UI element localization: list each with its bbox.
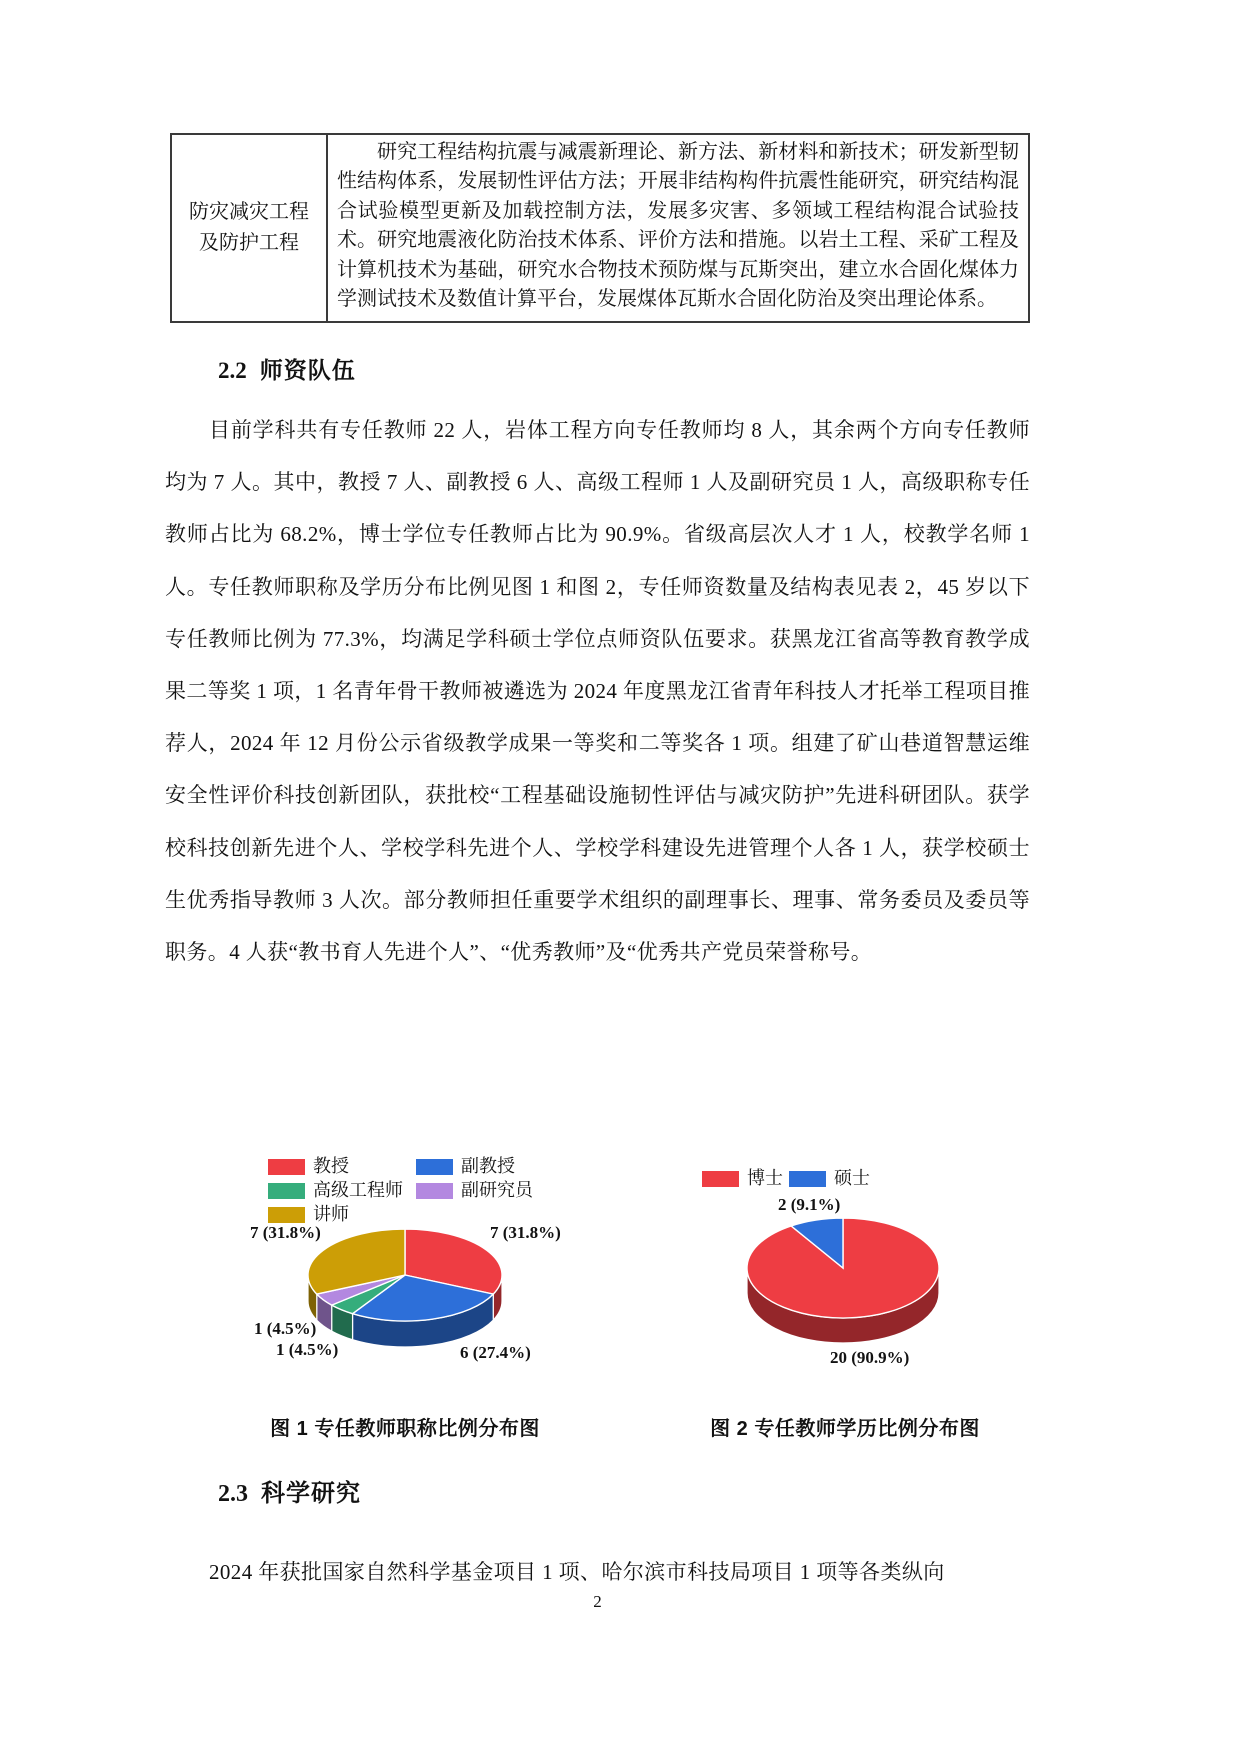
- chart-legend: [702, 1167, 870, 1190]
- legend-item: [702, 1167, 783, 1190]
- description-cell: [327, 134, 1029, 322]
- section-title: 科学研究: [261, 1480, 361, 1507]
- pie-data-label: 7 (31.8%): [490, 1223, 561, 1242]
- faculty-paragraph: 目前学科共有专任教师 22 人，岩体工程方向专任教师均 8 人，其余两个方向专任教师均为 7 人。其中，教授 7 人、副教授 6 人、高级工程师 1 人及副研究员 1 人，高级职称专任教师占比为 68.2%，博士学位专任教师占比为 90.9%。省级高层次人才 1 人，校教学名师 1 人。专任教师职称及学历分布比例见图 1 和图 2，专任师资数量及结构表见表 2，45 岁以下专任教师比例为 77.3%，均满足学科硕士学位点师资队伍要求。获黑龙江省高等教育教学成果二等奖 1 项，1 名青年骨干教师被遴选为 2024 年度黑龙江省青年科技人才托举工程项目推荐人，2024 年 12 月份公示省级教学成果一等奖和二等奖各 1 项。组建了矿山巷道智慧运维安全性评价科技创新团队，获批校“工程基础设施韧性评估与减灾防护”先进科研团队。获学校科技创新先进个人、学校学科先进个人、学校学科建设先进管理个人各 1 人，获学校硕士生优秀指导教师 3 人次。部分教师担任重要学术组织的副理事长、理事、常务委员及委员等职务。4 人获“教书育人先进个人”、“优秀教师”及“优秀共产党员荣誉称号。: [165, 418, 1030, 965]
- legend-label: 硕士: [834, 1168, 870, 1188]
- legend-swatch: [789, 1171, 826, 1187]
- legend-item: [268, 1179, 406, 1202]
- section-2-2-heading: [218, 352, 356, 385]
- description-text: 研究工程结构抗震与减震新理论、新方法、新材料和新技术；研发新型韧性结构体系，发展韧性评估方法；开展非结构构件抗震性能研究，研究结构混合试验模型更新及加载控制方法，发展多灾害、多领域工程结构混合试验技术。研究地震液化防治技术体系、评价方法和措施。以岩土工程、采矿工程及计算机技术为基础，研究水合物技术预防煤与瓦斯突出，建立水合固化煤体力学测试技术及数值计算平台，发展煤体瓦斯水合固化防治及突出理论体系。: [337, 141, 1019, 311]
- legend-item: [416, 1155, 533, 1178]
- section-number: 2.2: [218, 358, 247, 383]
- pie-data-label: 20 (90.9%): [830, 1348, 910, 1367]
- pie-data-label: 1 (4.5%): [254, 1319, 317, 1338]
- legend-swatch: [268, 1207, 305, 1223]
- legend-swatch: [416, 1183, 453, 1199]
- legend-label: 教授: [313, 1156, 349, 1176]
- table-row: [171, 134, 1029, 322]
- legend-swatch: [416, 1159, 453, 1175]
- section-2-3-heading: [218, 1473, 361, 1508]
- figure-2-pie-chart: [620, 1135, 1070, 1405]
- legend-item: [416, 1179, 533, 1202]
- legend-label: 高级工程师: [313, 1180, 403, 1200]
- legend-swatch: [702, 1171, 739, 1187]
- legend-item: [789, 1167, 870, 1190]
- legend-label: 副教授: [461, 1156, 515, 1176]
- chart-legend: [268, 1155, 533, 1226]
- legend-swatch: [268, 1183, 305, 1199]
- pie-data-label: 2 (9.1%): [778, 1195, 841, 1214]
- section-number: 2.3: [218, 1481, 248, 1507]
- pie-data-label: 6 (27.4%): [460, 1343, 531, 1362]
- research-paragraph: 2024 年获批国家自然科学基金项目 1 项、哈尔滨市科技局项目 1 项等各类纵向: [209, 1560, 945, 1584]
- direction-label: 防灾减灾工程及防护工程: [189, 201, 309, 255]
- pie-data-label: 1 (4.5%): [276, 1340, 339, 1359]
- figure-1-pie-chart: [190, 1135, 620, 1405]
- page-number: 2: [593, 1592, 602, 1611]
- legend-label: 副研究员: [461, 1180, 533, 1200]
- research-directions-table: [170, 133, 1030, 323]
- legend-label: 博士: [747, 1168, 783, 1188]
- legend-label: 讲师: [313, 1204, 349, 1224]
- figure-2-caption: 图 2 专任教师学历比例分布图: [710, 1418, 980, 1440]
- pie-data-label: 7 (31.8%): [250, 1223, 321, 1242]
- legend-swatch: [268, 1159, 305, 1175]
- section-title: 师资队伍: [259, 357, 356, 383]
- figure-1-caption: 图 1 专任教师职称比例分布图: [270, 1418, 540, 1440]
- direction-cell: [171, 134, 327, 322]
- legend-item: [268, 1155, 406, 1178]
